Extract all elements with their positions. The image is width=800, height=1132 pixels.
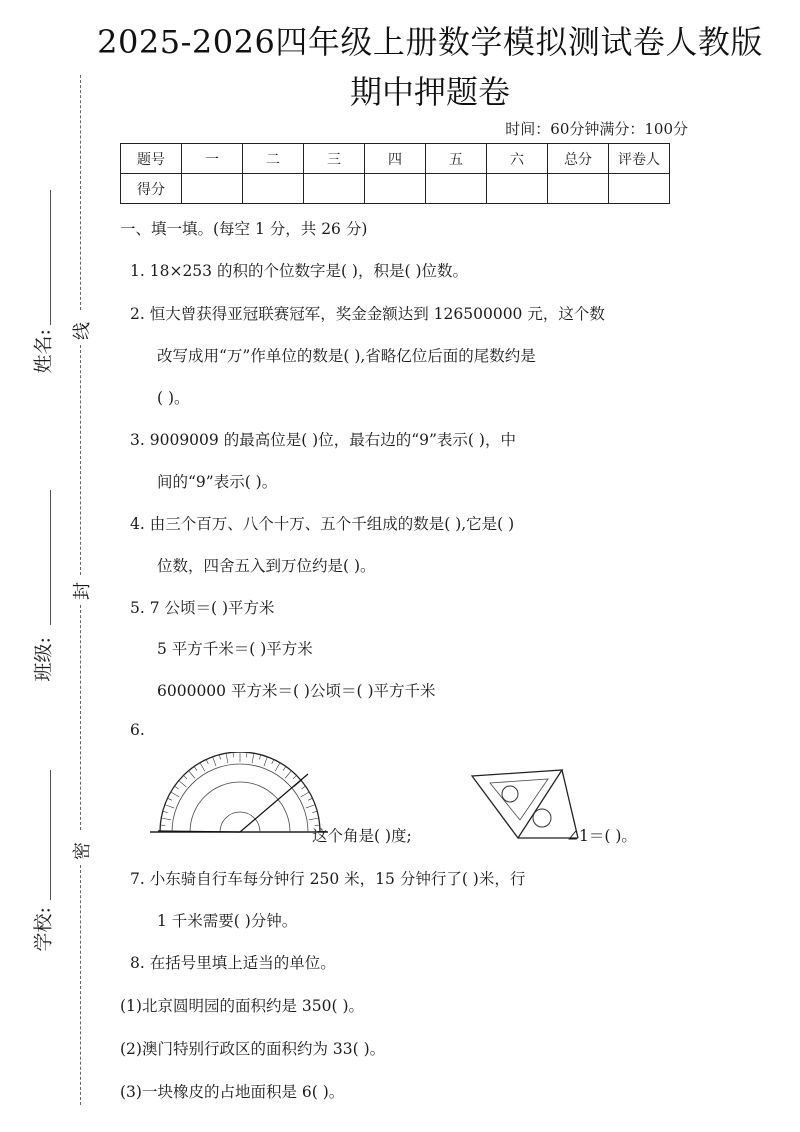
protractor-tick [165, 805, 174, 808]
score-cell: 总分 [548, 144, 609, 174]
protractor-tick [252, 753, 254, 763]
protractor-tick [306, 805, 315, 808]
protractor-tick [308, 798, 313, 800]
question-number: 1. [130, 262, 145, 280]
question-7-line2: 1 千米需要( )分钟。 [157, 912, 298, 930]
protractor-figure [150, 752, 330, 842]
score-input-cell[interactable] [304, 174, 365, 204]
question-2-line1 [130, 302, 605, 324]
protractor-tick [194, 766, 197, 770]
question-text: 由三个百万、八个十万、五个千组成的数是( ),它是( ) [149, 515, 515, 533]
question-8-intro [130, 951, 336, 973]
binding-line-lower [80, 605, 81, 830]
protractor-tick [264, 757, 267, 766]
protractor-tick [272, 759, 274, 764]
protractor-tick [206, 759, 208, 764]
question-5-line1 [130, 596, 275, 618]
score-cell: 二 [243, 144, 304, 174]
score-cell: 一 [182, 144, 243, 174]
protractor-tick [312, 811, 317, 812]
question-number: 7. [130, 870, 145, 888]
score-input-cell[interactable] [365, 174, 426, 204]
question-number: 4. [130, 515, 145, 533]
question-5-line3: 6000000 平方米＝( )公顷＝( )平方千米 [157, 682, 436, 700]
protractor-tick [161, 818, 171, 820]
protractor-tick [174, 786, 178, 789]
question-text: 18×253 的积的个位数字是( )，积是( )位数。 [149, 262, 469, 280]
name-underline [50, 190, 51, 325]
question-text: 恒大曾获得亚冠联赛冠军，奖金金额达到 126500000 元，这个数 [149, 305, 605, 323]
triangle-ruler-figure [470, 768, 580, 843]
binding-mark-line: 线 [72, 322, 93, 340]
question-1 [130, 259, 468, 281]
question-8-item2: (2)澳门特别行政区的面积约为 33( )。 [120, 1040, 386, 1058]
question-6-angle-text: 这个角是( )度; [312, 827, 412, 845]
score-cell: 五 [426, 144, 487, 174]
protractor-tick [293, 775, 297, 779]
score-input-cell[interactable] [487, 174, 548, 204]
question-3-line2: 间的“9”表示( )。 [157, 473, 278, 491]
score-cell: 四 [365, 144, 426, 174]
question-3-line1 [130, 428, 516, 450]
class-underline [50, 490, 51, 625]
score-input-cell[interactable] [609, 174, 670, 204]
protractor-tick [219, 755, 220, 760]
question-text: 小东骑自行车每分钟行 250 米，15 分钟行了( )米，行 [149, 870, 526, 888]
protractor-tick [285, 771, 291, 779]
score-input-cell[interactable] [426, 174, 487, 204]
question-number: 5. [130, 599, 145, 617]
score-table [120, 143, 670, 204]
binding-line-middle [80, 345, 81, 575]
question-number: 8. [130, 954, 145, 972]
score-cell: 六 [487, 144, 548, 174]
class-label: 班级: [32, 637, 55, 682]
binding-line-bottom [80, 865, 81, 1105]
score-cell: 题号 [121, 144, 182, 174]
question-5-line2: 5 平方千米＝( )平方米 [157, 640, 313, 658]
protractor-tick [213, 757, 216, 766]
protractor-tick [183, 775, 187, 779]
question-8-item3: (3)一块橡皮的占地面积是 6( )。 [120, 1083, 345, 1101]
protractor-tick [171, 792, 180, 797]
protractor-tick [189, 771, 195, 779]
time-info: 时间：60分钟满分：100分 [505, 120, 688, 138]
question-6-angle-label: ∠1＝( )。 [566, 827, 637, 845]
question-2-line3: ( )。 [157, 389, 190, 407]
score-table-score-row [121, 174, 670, 204]
school-underline [50, 770, 51, 900]
question-number: 3. [130, 431, 145, 449]
protractor-tick [275, 763, 280, 772]
question-number: 2. [130, 305, 145, 323]
protractor-tick [309, 818, 319, 820]
school-label: 学校: [32, 907, 55, 952]
score-row-label: 得分 [121, 174, 182, 204]
binding-line-top [80, 75, 81, 310]
exam-title-line1: 2025-2026四年级上册数学模拟测试卷人教版 [97, 23, 763, 61]
exam-title-line2: 期中押题卷 [349, 73, 510, 111]
score-input-cell[interactable] [243, 174, 304, 204]
protractor-tick [200, 763, 205, 772]
binding-mark-seal: 封 [72, 582, 93, 600]
question-8-item1: (1)北京圆明园的面积约是 350( )。 [120, 997, 364, 1015]
protractor-tick [167, 798, 172, 800]
question-2-line2: 改写成用“万”作单位的数是( ),省略亿位后面的尾数约是 [157, 347, 536, 365]
question-4-line2: 位数，四舍五入到万位约是( )。 [157, 557, 376, 575]
question-7-line1 [130, 867, 525, 889]
protractor-tick [179, 781, 187, 787]
score-table-header-row [121, 144, 670, 174]
score-cell: 三 [304, 144, 365, 174]
protractor-tick [301, 786, 305, 789]
protractor-tick [259, 755, 260, 760]
score-cell: 评卷人 [609, 144, 670, 174]
score-input-cell[interactable] [182, 174, 243, 204]
question-text: 7 公顷＝( )平方米 [149, 599, 275, 617]
question-4-line1 [130, 512, 514, 534]
section1-heading: 一、填一填。(每空 1 分，共 26 分) [120, 220, 368, 238]
question-text: 9009009 的最高位是( )位，最右边的“9”表示( )，中 [149, 431, 516, 449]
binding-mark-secret: 密 [72, 842, 93, 860]
score-input-cell[interactable] [548, 174, 609, 204]
protractor-tick [226, 753, 228, 763]
protractor-tick [283, 766, 286, 770]
question-6: 6. [130, 721, 145, 739]
name-label: 姓名: [32, 329, 55, 374]
question-text: 在括号里填上适当的单位。 [149, 954, 336, 972]
protractor-tick [163, 811, 168, 812]
protractor-tick [301, 792, 310, 797]
